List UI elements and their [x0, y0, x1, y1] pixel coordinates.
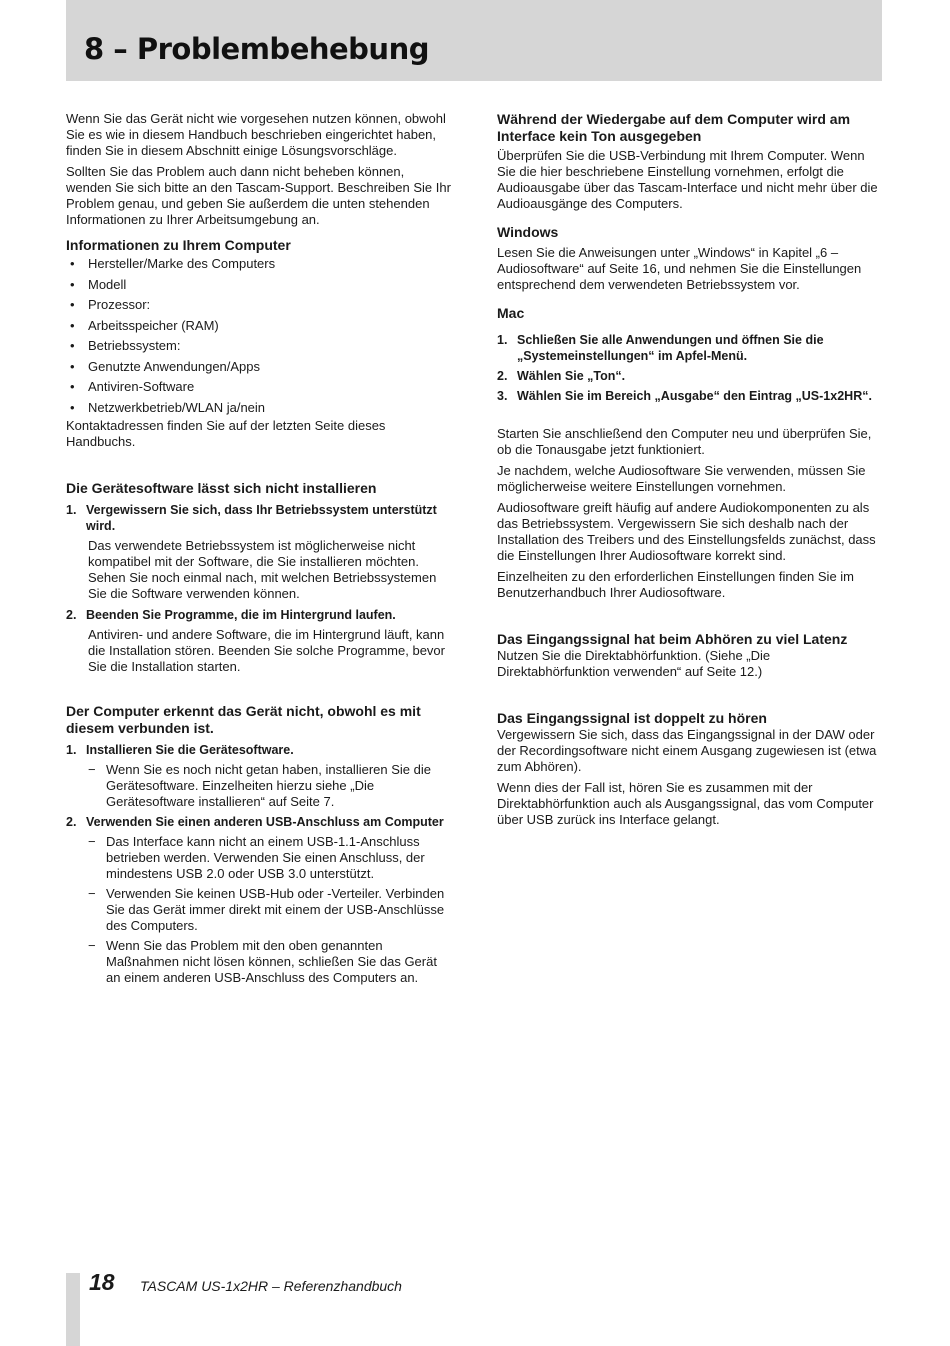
list-item: • Hersteller/Marke des Computers	[66, 254, 452, 275]
step	[66, 607, 452, 623]
paragraph: Einzelheiten zu den erforderlichen Einstellungen finden Sie im Benutzerhandbuch Ihrer Audiosoftware.	[497, 569, 854, 600]
section-heading-double-signal: Das Eingangssignal ist doppelt zu hören	[497, 710, 767, 726]
right-column	[497, 111, 884, 833]
section-heading-latency: Das Eingangssignal hat beim Abhören zu viel Latenz	[497, 631, 848, 647]
dash-list	[66, 834, 452, 986]
step-number: 2.	[66, 608, 77, 622]
paragraph: Überprüfen Sie die USB-Verbindung mit Ihrem Computer. Wenn Sie die hier beschriebene Einstellung vornehmen, erfolgt die Audioausgabe über das Tascam-Interface und nicht mehr über die Audioausgänge des Computers.	[497, 148, 878, 211]
paragraph: Starten Sie anschließend den Computer neu und überprüfen Sie, ob die Tonausgabe jetzt funktioniert.	[497, 426, 872, 457]
section-heading-no-sound: Während der Wiedergabe auf dem Computer wird am Interface kein Ton ausgegeben	[497, 111, 851, 144]
step-number: 2.	[497, 369, 508, 383]
step-text: Verwenden Sie einen anderen USB-Anschluss am Computer	[86, 815, 444, 829]
step-number: 2.	[66, 815, 77, 829]
info-heading: Informationen zu Ihrem Computer	[66, 237, 291, 253]
step-description: Antiviren- und andere Software, die im Hintergrund läuft, kann die Installation stören. Beenden Sie solche Programme, bevor Sie die Installation starten.	[88, 627, 445, 674]
step-text: Schließen Sie alle Anwendungen und öffnen Sie die „Systemeinstellungen“ im Apfel-Menü.	[517, 333, 824, 363]
chapter-header	[66, 0, 882, 81]
footer-bar	[66, 1273, 80, 1346]
list-item: − Das Interface kann nicht an einem USB-1.1-Anschluss betrieben werden. Verwenden Sie einen Anschluss, der mindestens USB 2.0 oder USB 3.0 unterstützt.	[66, 834, 452, 882]
list-item: • Betriebssystem:	[66, 336, 452, 357]
list-item: − Wenn Sie das Problem mit den oben genannten Maßnahmen nicht lösen können, schließen Sie das Gerät an einem anderen USB-Anschluss des Computers an.	[66, 938, 452, 986]
step-text: Vergewissern Sie sich, dass Ihr Betriebssystem unterstützt wird.	[86, 503, 437, 533]
list-item: • Prozessor:	[66, 295, 452, 316]
windows-heading: Windows	[497, 224, 559, 240]
left-column	[66, 111, 452, 990]
step-text: Wählen Sie im Bereich „Ausgabe“ den Eintrag „US-1x2HR“.	[517, 389, 872, 403]
step	[66, 502, 452, 534]
step	[66, 814, 452, 830]
list-item: • Netzwerkbetrieb/WLAN ja/nein	[66, 398, 452, 419]
list-item: • Modell	[66, 275, 452, 296]
intro-paragraph: Wenn Sie das Gerät nicht wie vorgesehen nutzen können, obwohl Sie es wie in diesem Handbuch beschrieben eingerichtet haben, finden Sie in diesem Abschnitt einige Lösungsvorschläge.	[66, 111, 446, 158]
mac-heading: Mac	[497, 305, 525, 321]
paragraph: Je nachdem, welche Audiosoftware Sie verwenden, müssen Sie möglicherweise weitere Einstellungen vornehmen.	[497, 463, 866, 494]
step	[497, 388, 884, 404]
step	[66, 742, 452, 758]
dash-list	[66, 762, 452, 810]
paragraph: Wenn dies der Fall ist, hören Sie es zusammen mit der Direktabhörfunktion auch als Ausgangssignal, das vom Computer über USB zurück ins Interface gelangt.	[497, 780, 874, 827]
info-list	[66, 254, 452, 418]
step-number: 1.	[497, 333, 508, 347]
list-item: − Verwenden Sie keinen USB-Hub oder -Verteiler. Verbinden Sie das Gerät immer direkt mit einem der USB-Anschlüsse des Computers.	[66, 886, 452, 934]
chapter-title: 8 – Problembehebung	[84, 32, 429, 66]
step-number: 3.	[497, 389, 508, 403]
step-text: Beenden Sie Programme, die im Hintergrund laufen.	[86, 608, 396, 622]
paragraph: Vergewissern Sie sich, dass das Eingangssignal in der DAW oder der Recordingsoftware nicht einem Ausgang zugewiesen ist (etwa zum Abhören).	[497, 727, 877, 774]
paragraph: Nutzen Sie die Direktabhörfunktion. (Siehe „Die Direktabhörfunktion verwenden“ auf Seite 12.)	[497, 648, 771, 679]
page-number: 18	[89, 1269, 115, 1295]
step-text: Wählen Sie „Ton“.	[517, 369, 626, 383]
intro-paragraph: Sollten Sie das Problem auch dann nicht beheben können, wenden Sie sich bitte an den Tascam-Support. Beschreiben Sie Ihr Problem genau, und geben Sie außerdem die unten stehenden Informationen zu Ihrer Arbeitsumgebung an.	[66, 164, 451, 227]
footer-title: TASCAM US-1x2HR – Referenzhandbuch	[140, 1278, 402, 1294]
step	[497, 368, 884, 384]
section-heading-install: Die Gerätesoftware lässt sich nicht installieren	[66, 480, 377, 496]
paragraph: Audiosoftware greift häufig auf andere Audiokomponenten zu als das Betriebssystem. Vergewissern Sie sich deshalb nach der Installation des Treibers und des Einstellungsfelds zunächst, dass die Einstellungen Ihrer Audiosoftware korrekt sind.	[497, 500, 876, 563]
list-item: • Arbeitsspeicher (RAM)	[66, 316, 452, 337]
step	[497, 332, 884, 364]
list-item: − Wenn Sie es noch nicht getan haben, installieren Sie die Gerätesoftware. Einzelheiten hierzu siehe „Die Gerätesoftware installieren“ auf Seite 7.	[66, 762, 452, 810]
list-item: • Genutzte Anwendungen/Apps	[66, 357, 452, 378]
paragraph: Lesen Sie die Anweisungen unter „Windows“ in Kapitel „6 – Audiosoftware“ auf Seite 16, und nehmen Sie die Einstellungen entsprechend dem verwendeten Betriebssystem vor.	[497, 245, 862, 292]
step-number: 1.	[66, 743, 77, 757]
list-item: • Antiviren-Software	[66, 377, 452, 398]
step-description: Das verwendete Betriebssystem ist möglicherweise nicht kompatibel mit der Software, die Sie installieren möchten. Sehen Sie noch einmal nach, mit welchen Betriebssystemen Sie die Software verwenden können.	[88, 538, 437, 601]
step-number: 1.	[66, 503, 77, 517]
section-heading-not-recognized: Der Computer erkennt das Gerät nicht, obwohl es mit diesem verbunden ist.	[66, 703, 421, 736]
contact-paragraph: Kontaktadressen finden Sie auf der letzten Seite dieses Handbuchs.	[66, 418, 386, 449]
step-text: Installieren Sie die Gerätesoftware.	[86, 743, 294, 757]
